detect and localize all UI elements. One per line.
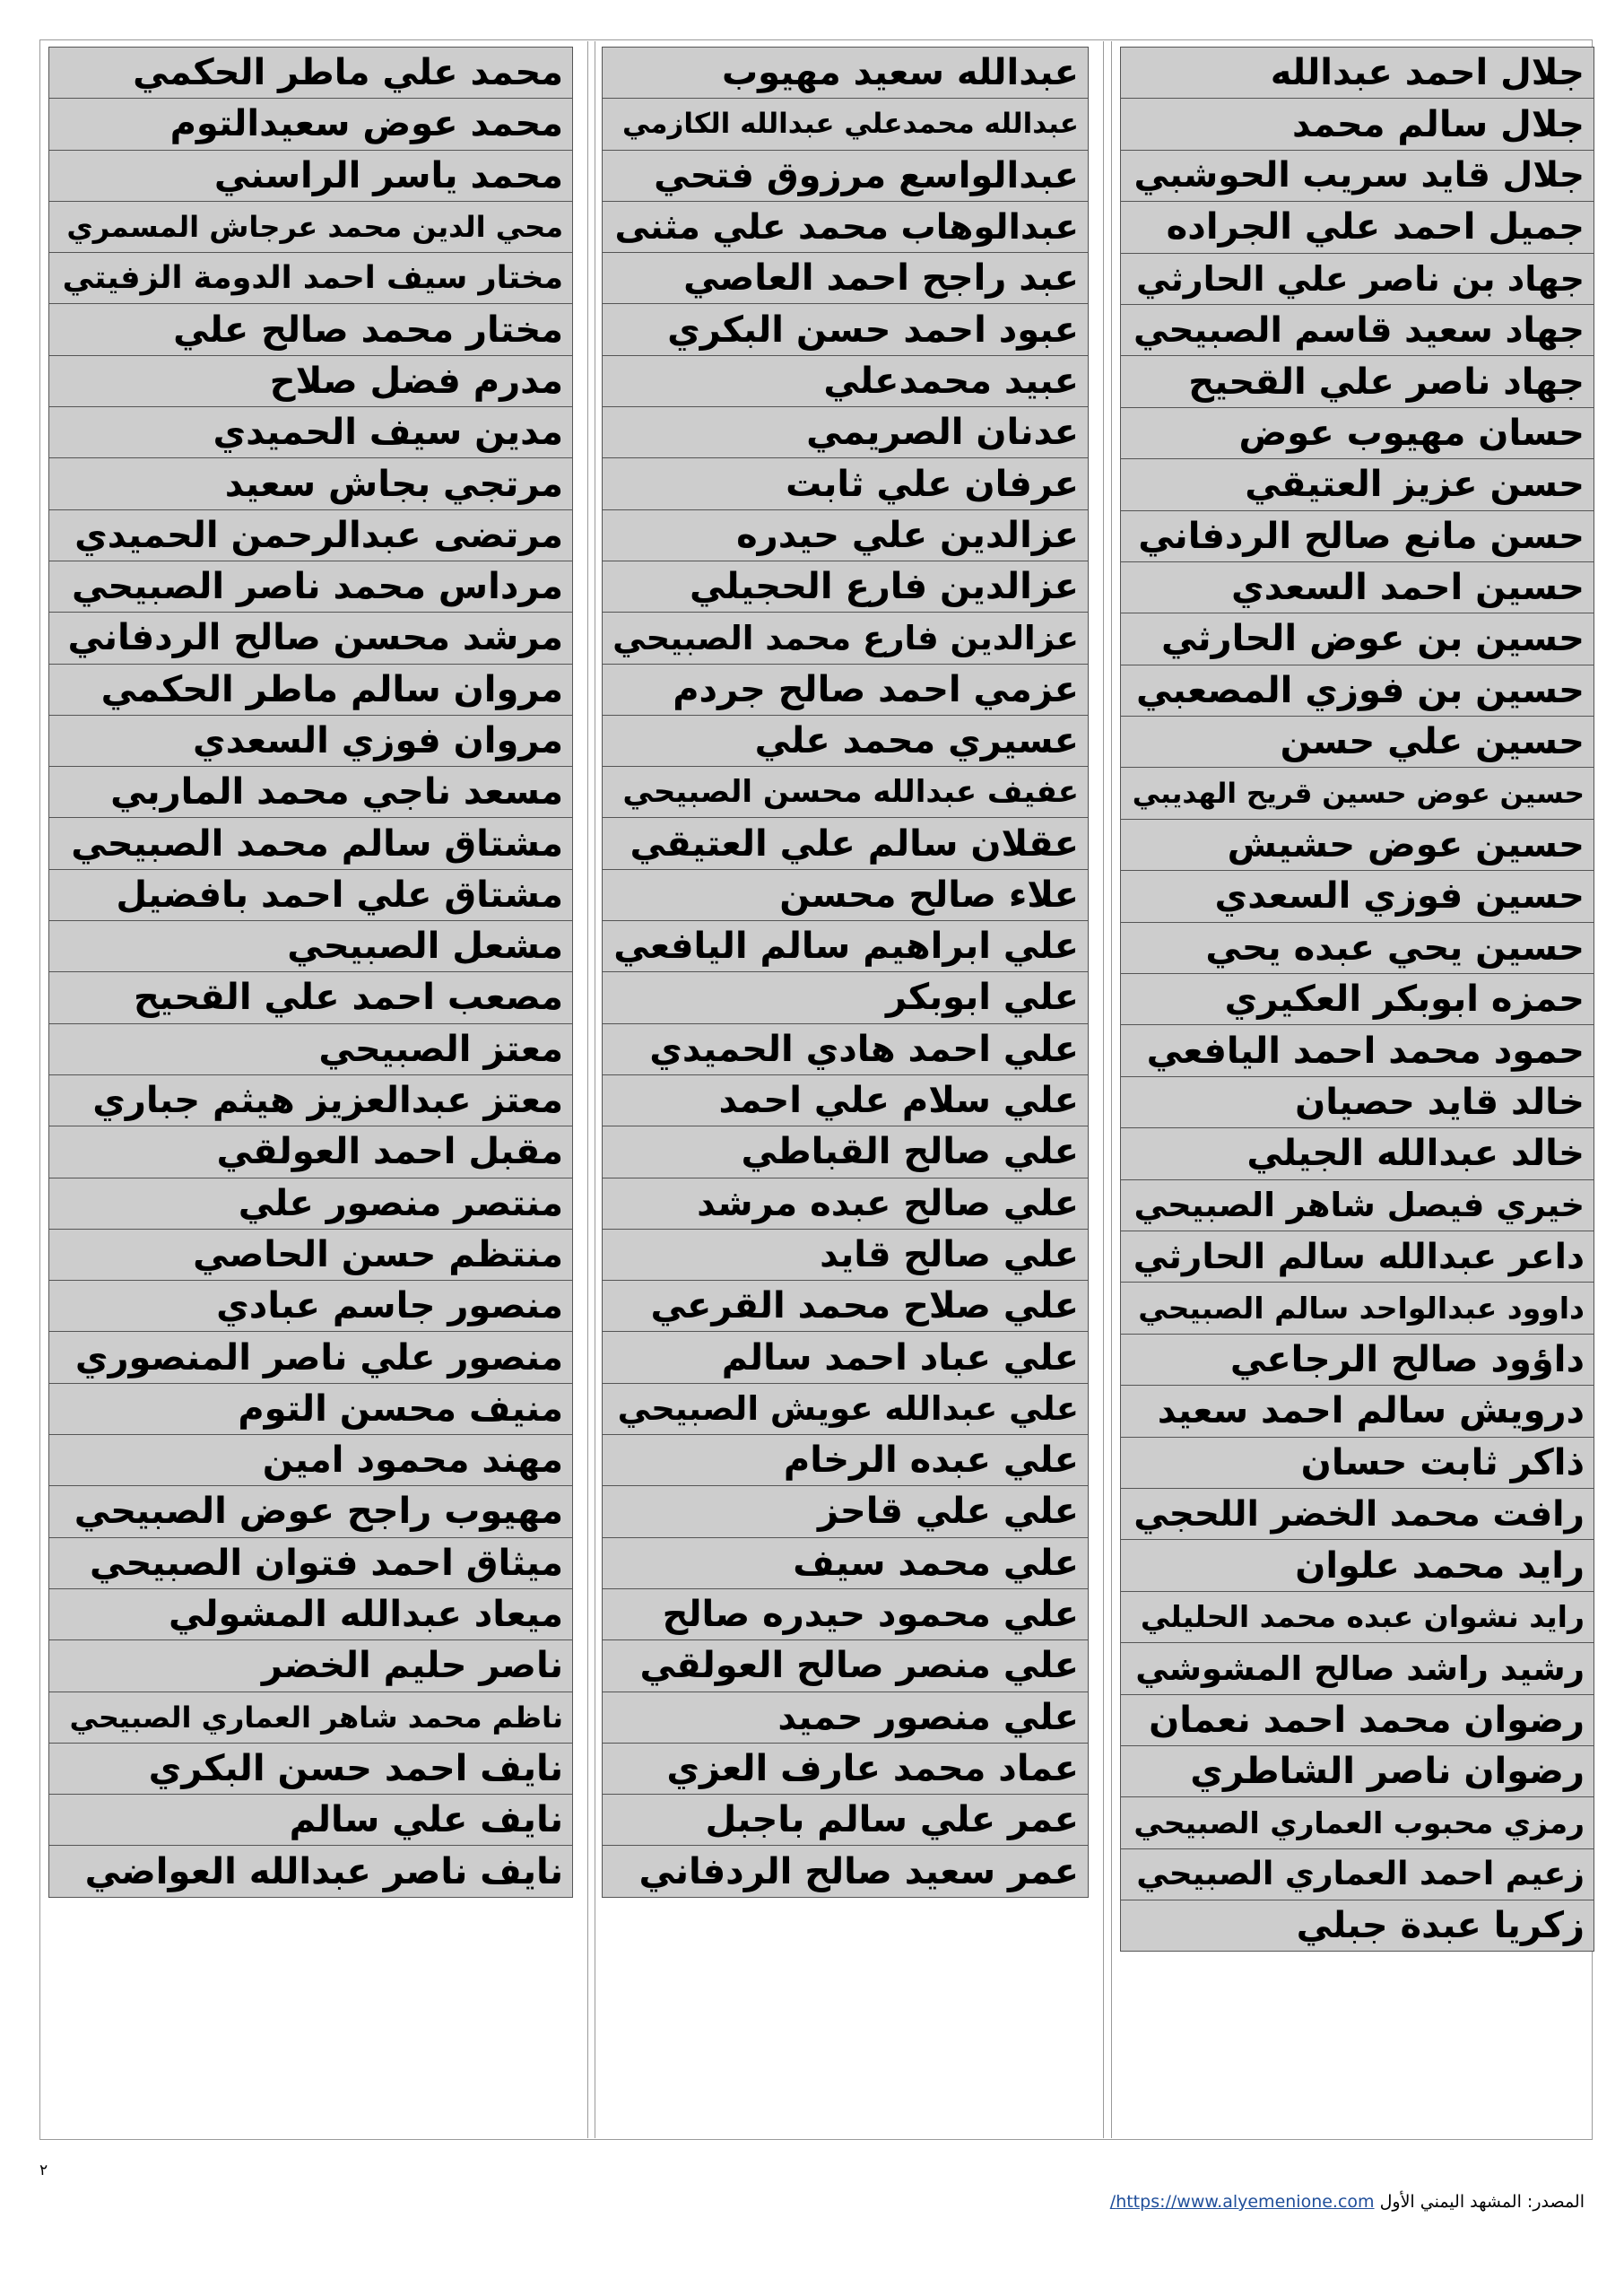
name-cell: علي ابراهيم سالم اليافعي [603,921,1089,972]
name-cell: علي ابوبكر [603,972,1089,1023]
table-row [1121,1694,1594,1745]
table-row [603,1486,1089,1537]
names-column-2 [602,47,1089,1898]
table-row [603,1640,1089,1692]
name-cell: حسين بن عوض الحارثي [1121,613,1594,665]
name-cell: جهاد سعيد قاسم الصبيحي [1121,304,1594,355]
name-cell: عمر علي سالم باجبل [603,1795,1089,1846]
name-cell: عبود احمد حسن البكري [603,304,1089,355]
name-cell: مرشد محسن صالح الردفاني [49,613,573,664]
name-cell: محمد عوض سعيدالتوم [49,99,573,150]
table-row [1121,1231,1594,1282]
name-cell: مختار سيف احمد الدومة الزفيتي [49,253,573,304]
name-cell: حسن عزيز العتيقي [1121,459,1594,510]
column-separator [1103,41,1104,2138]
table-row [603,1229,1089,1280]
name-cell: نايف علي سالم [49,1795,573,1846]
table-row [49,1486,573,1537]
table-row [49,1795,573,1846]
table-row [49,613,573,664]
name-cell: نايف ناصر عبدالله العواضي [49,1846,573,1897]
name-cell: علي محمود حيدره صالح [603,1588,1089,1639]
table-row [1121,819,1594,870]
table-row [603,150,1089,201]
name-cell: عمر سعيد صالح الردفاني [603,1846,1089,1897]
table-row [603,972,1089,1023]
table-row [1121,1025,1594,1076]
name-cell: منتظم حسن الحاصي [49,1229,573,1280]
table-row [603,1383,1089,1434]
table-row [1121,407,1594,458]
table-row [1121,1179,1594,1231]
name-cell: حسن مانع صالح الردفاني [1121,510,1594,561]
table-row [1121,48,1594,99]
table-row [603,48,1089,99]
table-row [49,561,573,612]
table-row [603,921,1089,972]
name-cell: رضوان محمد احمد نعمان [1121,1694,1594,1745]
table-row [1121,922,1594,973]
name-cell: حمود محمد احمد اليافعي [1121,1025,1594,1076]
name-cell: جهاد ناصر علي القحيح [1121,356,1594,407]
names-column-3 [48,47,573,1898]
table-row [49,921,573,972]
name-cell: نايف احمد حسن البكري [49,1743,573,1794]
table-row [49,1846,573,1897]
name-cell: عبدالوهاب محمد علي مثنى [603,201,1089,252]
table-row [603,1281,1089,1332]
name-cell: مقبل احمد العولقي [49,1126,573,1178]
table-row [49,1435,573,1486]
source-link[interactable]: https://www.alyemenione.com/ [1109,2192,1375,2212]
name-cell: معتز الصبيحي [49,1023,573,1074]
name-cell: مرتضى عبدالرحمن الحميدي [49,509,573,561]
name-cell: علي صالح القباطي [603,1126,1089,1178]
name-cell: رمزي محبوب العماري الصبيحي [1121,1797,1594,1848]
name-cell: علي عبدالله عويش الصبيحي [603,1383,1089,1434]
table-row [603,1332,1089,1383]
name-cell: علي منصر صالح العولقي [603,1640,1089,1692]
name-cell: علي سلام علي احمد [603,1074,1089,1126]
table-row [49,972,573,1023]
name-cell: مشتاق علي احمد بافضيل [49,869,573,920]
name-cell: ذاكر ثابت حسان [1121,1437,1594,1488]
table-row [1121,1797,1594,1848]
table-row [603,99,1089,150]
name-cell: مروان سالم ماطر الحكمي [49,664,573,715]
table-row [1121,1386,1594,1437]
name-cell: عرفان علي ثابت [603,458,1089,509]
table-row [603,1537,1089,1588]
table-row [1121,1643,1594,1694]
table-row [1121,717,1594,768]
name-cell: محمد علي ماطر الحكمي [49,48,573,99]
name-cell: عزالدين فارع الحجيلي [603,561,1089,612]
source-citation [1110,2192,1585,2212]
table-row [1121,1488,1594,1539]
table-row [49,1692,573,1743]
table-row [49,767,573,818]
table-row [1121,356,1594,407]
name-cell: عبد راجح احمد العاصي [603,253,1089,304]
name-cell: زكريا عبدة جبلي [1121,1900,1594,1952]
table-row [49,1074,573,1126]
table-row [49,1126,573,1178]
table-row [49,1178,573,1229]
name-cell: زعيم احمد العماري الصبيحي [1121,1848,1594,1900]
name-cell: علي منصور حميد [603,1692,1089,1743]
name-cell: داعر عبدالله سالم الحارثي [1121,1231,1594,1282]
table-row [49,304,573,355]
table-row [603,1126,1089,1178]
name-cell: خيري فيصل شاهر الصبيحي [1121,1179,1594,1231]
table-row [49,1023,573,1074]
table-row [1121,1540,1594,1591]
name-cell: عقلان سالم علي العتيقي [603,818,1089,869]
column-separator [1111,41,1112,2138]
name-cell: جلال سالم محمد [1121,99,1594,150]
table-row [49,150,573,201]
name-cell: مسعد ناجي محمد الماربي [49,767,573,818]
name-cell: حسين يحي عبده يحي [1121,922,1594,973]
table-row [1121,510,1594,561]
table-row [603,1846,1089,1897]
name-cell: جهاد بن ناصر علي الحارثي [1121,253,1594,304]
table-row [49,715,573,766]
name-cell: عماد محمد عارف العزي [603,1743,1089,1794]
name-cell: مشتاق سالم محمد الصبيحي [49,818,573,869]
table-row [603,201,1089,252]
names-column-1 [1120,47,1594,1952]
table-row [49,1229,573,1280]
names-table-2 [602,47,1089,1898]
table-row [49,1537,573,1588]
name-cell: رضوان ناصر الشاطري [1121,1745,1594,1796]
name-cell: معتز عبدالعزيز هيثم جباري [49,1074,573,1126]
table-row [49,1588,573,1639]
name-cell: داوود عبدالواحد سالم الصبيحي [1121,1283,1594,1334]
name-cell: حسين فوزي السعدي [1121,871,1594,922]
name-cell: حسان مهيوب عوض [1121,407,1594,458]
table-row [1121,1591,1594,1642]
name-cell: منصور علي ناصر المنصوري [49,1332,573,1383]
table-row [603,253,1089,304]
name-cell: علي محمد سيف [603,1537,1089,1588]
name-cell: داؤود صالح الرجاعي [1121,1334,1594,1385]
table-row [603,1692,1089,1743]
table-row [49,201,573,252]
name-cell: عبدالواسع مرزوق فتحي [603,150,1089,201]
name-cell: عدنان الصريمي [603,407,1089,458]
name-cell: علي صالح عبده مرشد [603,1178,1089,1229]
name-cell: علي احمد هادي الحميدي [603,1023,1089,1074]
table-row [603,664,1089,715]
name-cell: مهيوب راجح عوض الصبيحي [49,1486,573,1537]
name-cell: مهند محمود امين [49,1435,573,1486]
table-row [49,1640,573,1692]
table-row [603,767,1089,818]
table-row [1121,1283,1594,1334]
table-row [603,869,1089,920]
name-cell: منيف محسن التوم [49,1383,573,1434]
name-cell: محمد ياسر الراسني [49,150,573,201]
table-row [603,613,1089,664]
name-cell: عزمي احمد صالح جردم [603,664,1089,715]
table-row [603,1588,1089,1639]
table-row [49,1383,573,1434]
table-row [603,1795,1089,1846]
table-row [1121,613,1594,665]
name-cell: علي عباد احمد سالم [603,1332,1089,1383]
table-row [49,1743,573,1794]
name-cell: حسين احمد السعدي [1121,561,1594,613]
page-number: ٢ [39,2161,48,2179]
name-cell: عزالدين علي حيدره [603,509,1089,561]
name-cell: حمزه ابوبكر العكيري [1121,974,1594,1025]
table-row [603,1023,1089,1074]
name-cell: مدين سيف الحميدي [49,407,573,458]
table-row [603,1743,1089,1794]
name-cell: مختار محمد صالح علي [49,304,573,355]
table-row [603,1435,1089,1486]
table-row [49,407,573,458]
table-row [49,869,573,920]
name-cell: منصور جاسم عبادي [49,1281,573,1332]
column-separator [587,41,588,2138]
table-row [1121,150,1594,201]
table-row [1121,1848,1594,1900]
table-row [49,1281,573,1332]
table-row [1121,459,1594,510]
table-row [49,355,573,406]
table-row [603,304,1089,355]
table-row [1121,253,1594,304]
name-cell: عبدالله سعيد مهيوب [603,48,1089,99]
name-cell: عسيري محمد علي [603,715,1089,766]
table-row [603,1074,1089,1126]
table-row [1121,871,1594,922]
table-row [1121,1334,1594,1385]
name-cell: علي عبده الرخام [603,1435,1089,1486]
table-row [1121,1900,1594,1952]
name-cell: منتصر منصور علي [49,1178,573,1229]
name-cell: درويش سالم احمد سعيد [1121,1386,1594,1437]
table-row [603,818,1089,869]
name-cell: عزالدين فارع محمد الصبيحي [603,613,1089,664]
name-cell: رافت محمد الخضر اللحجي [1121,1488,1594,1539]
source-label: المصدر: المشهد اليمني الأول [1379,2192,1585,2212]
table-row [603,509,1089,561]
name-cell: علي صالح قايد [603,1229,1089,1280]
table-row [1121,1437,1594,1488]
table-row [1121,561,1594,613]
table-row [49,509,573,561]
name-cell: خالد قايد حصيان [1121,1076,1594,1127]
name-cell: عبيد محمدعلي [603,355,1089,406]
table-row [1121,1128,1594,1179]
table-row [603,355,1089,406]
table-row [1121,1745,1594,1796]
name-cell: جلال قايد سريب الحوشبي [1121,150,1594,201]
name-cell: مرداس محمد ناصر الصبيحي [49,561,573,612]
name-cell: رايد محمد علوان [1121,1540,1594,1591]
name-cell: علي علي قاحز [603,1486,1089,1537]
table-row [603,458,1089,509]
names-table-3 [48,47,573,1898]
name-cell: ناصر حليم الخضر [49,1640,573,1692]
name-cell: جميل احمد علي الجراده [1121,202,1594,253]
names-table-1 [1120,47,1594,1952]
name-cell: ميثاق احمد فتوان الصبيحي [49,1537,573,1588]
name-cell: مشعل الصبيحي [49,921,573,972]
name-cell: محي الدين محمد عرجاش المسمري [49,201,573,252]
name-cell: مروان فوزي السعدي [49,715,573,766]
table-row [1121,99,1594,150]
name-cell: جلال احمد عبدالله [1121,48,1594,99]
name-cell: حسين عوض حشيش [1121,819,1594,870]
table-row [49,818,573,869]
table-row [603,715,1089,766]
table-row [603,561,1089,612]
table-row [49,664,573,715]
table-row [1121,974,1594,1025]
table-row [1121,304,1594,355]
table-row [49,1332,573,1383]
table-row [49,253,573,304]
table-row [49,458,573,509]
table-row [1121,202,1594,253]
name-cell: عبدالله محمدعلي عبدالله الكازمي [603,99,1089,150]
name-cell: ناظم محمد شاهر العماري الصبيحي [49,1692,573,1743]
name-cell: علي صلاح محمد القرعي [603,1281,1089,1332]
name-cell: حسين بن فوزي المصعبي [1121,665,1594,716]
table-row [49,48,573,99]
table-row [603,407,1089,458]
name-cell: مرتجي بجاش سعيد [49,458,573,509]
table-row [1121,1076,1594,1127]
table-row [603,1178,1089,1229]
table-row [1121,665,1594,716]
name-cell: رشيد راشد صالح المشوشي [1121,1643,1594,1694]
name-cell: رايد نشوان عبده محمد الحليلي [1121,1591,1594,1642]
name-cell: علاء صالح محسن [603,869,1089,920]
table-row [49,99,573,150]
name-cell: حسين عوض حسين قريح الهديبي [1121,768,1594,819]
name-cell: خالد عبدالله الجيلي [1121,1128,1594,1179]
name-cell: مصعب احمد علي القحيح [49,972,573,1023]
table-row [1121,768,1594,819]
name-cell: ميعاد عبدالله المشولي [49,1588,573,1639]
name-cell: مدرم فضل صلاح [49,355,573,406]
name-cell: حسين علي حسن [1121,717,1594,768]
name-cell: عفيف عبدالله محسن الصبيحي [603,767,1089,818]
